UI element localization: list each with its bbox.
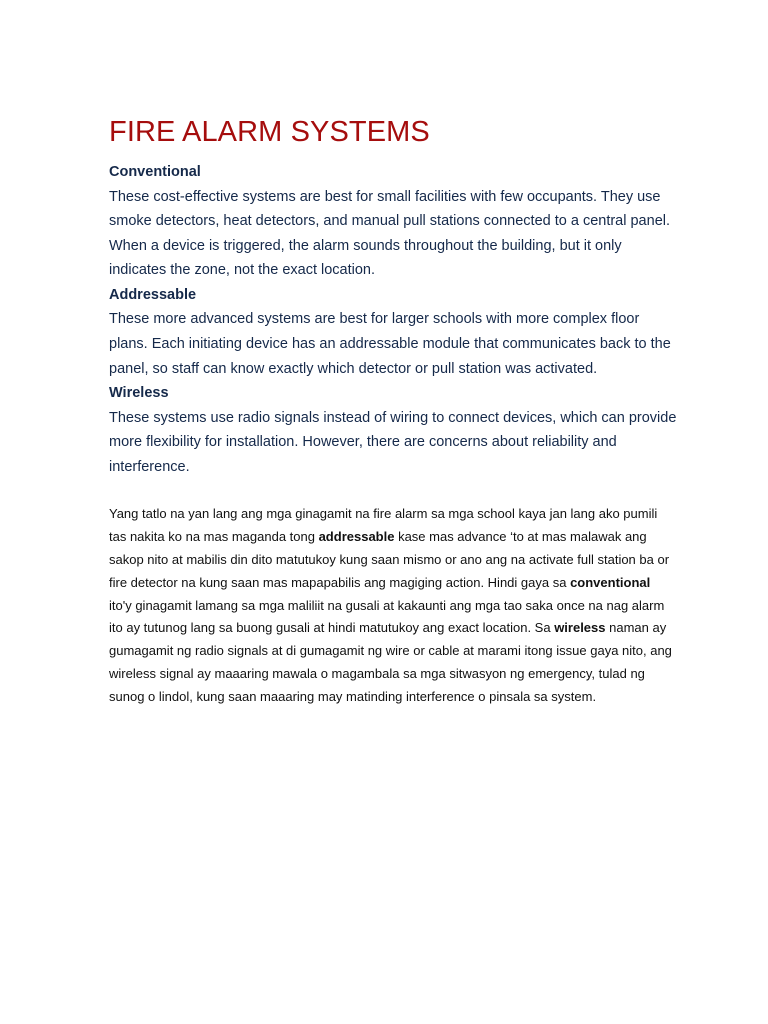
section-addressable [109, 283, 681, 381]
tagalog-paragraph [109, 503, 674, 708]
document-title: FIRE ALARM SYSTEMS [109, 116, 430, 148]
section-body-addressable: These more advanced systems are best for larger schools with more complex floor plans. Each initiating device has an addressable module that communicates back to the panel, so staff can know exactly which detector or pull station was activated. [109, 311, 671, 377]
tagalog-bold-wireless: wireless [554, 620, 606, 636]
document-page [109, 112, 681, 722]
tagalog-text-part-1: Yang tatlo na yan lang ang mga ginagamit na fire alarm sa mga school kaya jan lang ako pumili tas nakita ko na mas maganda tong [109, 506, 658, 545]
tagalog-bold-addressable: addressable [318, 529, 395, 545]
section-body-conventional: These cost-effective systems are best for small facilities with few occupants. They use smoke detectors, heat detectors, and manual pull stations connected to a central panel. When a device is triggered, the alarm sounds throughout the building, but it only indicates the zone, not the exact location. [109, 188, 671, 279]
tagalog-text-part-3: ito'y ginagamit lamang sa mga maliliit na gusali at kakaunti ang mga tao saka once na nag alarm ito ay tutunog lang sa buong gusali at hindi matutukoy ang exact location. Sa [109, 597, 665, 636]
section-conventional [109, 160, 681, 283]
section-heading-addressable: Addressable [109, 286, 197, 303]
tagalog-bold-conventional: conventional [570, 574, 651, 590]
section-heading-conventional: Conventional [109, 164, 201, 180]
section-body-wireless: These systems use radio signals instead of wiring to connect devices, which can provide more flexibility for installation. However, there are concerns about reliability and interference. [109, 409, 677, 475]
tagalog-text-part-4: naman ay gumagamit ng radio signals at di gumagamit ng wire or cable at marami itong issue gaya nito, ang wireless signal ay maaaring mawala o magambala sa mga sitwasyon ng emergency, tulad ng sunog o lindol, kung saan maaaring may matinding interference o pinsala sa system. [109, 620, 672, 704]
tagalog-text-part-2: kase mas advance ‘to at mas malawak ang sakop nito at mabilis din dito matutukoy kung saan mismo or ano ang na activate full station ba or fire detector na kung saan mas mapapabilis ang magiging action. Hindi gaya sa [109, 529, 670, 590]
section-heading-wireless: Wireless [109, 385, 169, 402]
section-wireless [109, 381, 681, 479]
